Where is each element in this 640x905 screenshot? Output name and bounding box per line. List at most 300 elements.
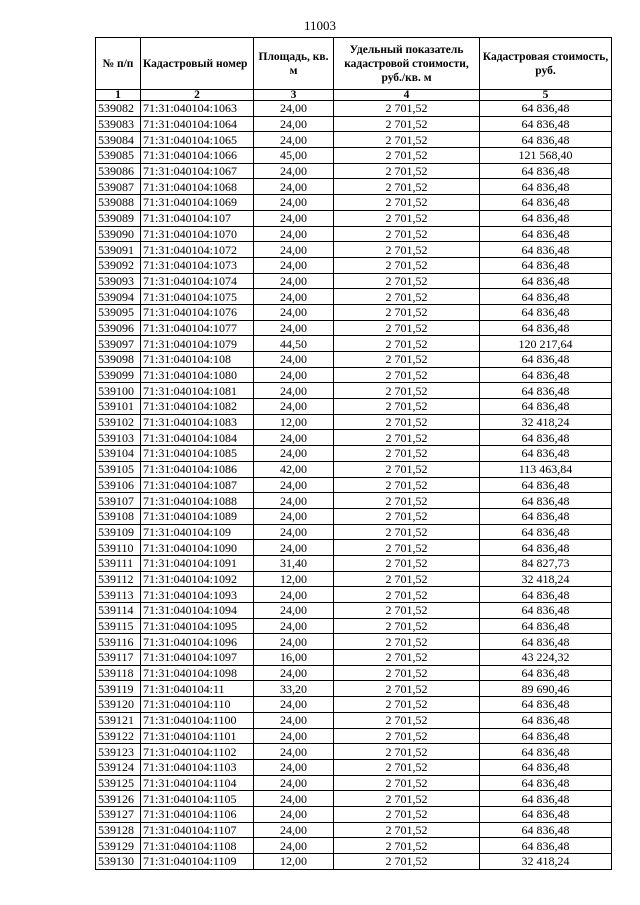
cadastral-number-cell: 71:31:040104:1066 xyxy=(141,148,254,164)
row-number-cell: 539106 xyxy=(96,477,141,493)
unit-rate-cell: 2 701,52 xyxy=(334,399,480,415)
row-number-cell: 539092 xyxy=(96,257,141,273)
cadastral-cost-cell: 32 418,24 xyxy=(480,414,612,430)
table-row xyxy=(96,132,612,148)
cadastral-number-cell: 71:31:040104:1070 xyxy=(141,226,254,242)
cadastral-cost-cell: 43 224,32 xyxy=(480,650,612,666)
table-row xyxy=(96,430,612,446)
row-number-cell: 539114 xyxy=(96,603,141,619)
unit-rate-cell: 2 701,52 xyxy=(334,854,480,870)
table-row xyxy=(96,540,612,556)
cadastral-number-cell: 71:31:040104:1107 xyxy=(141,822,254,838)
cadastral-number-cell: 71:31:040104:1072 xyxy=(141,242,254,258)
cadastral-cost-cell: 89 690,46 xyxy=(480,681,612,697)
unit-rate-cell: 2 701,52 xyxy=(334,163,480,179)
cadastral-cost-cell: 64 836,48 xyxy=(480,163,612,179)
table-row xyxy=(96,210,612,226)
row-number-cell: 539126 xyxy=(96,791,141,807)
table-row xyxy=(96,226,612,242)
column-number: 5 xyxy=(480,90,612,101)
row-number-cell: 539109 xyxy=(96,524,141,540)
row-number-cell: 539107 xyxy=(96,493,141,509)
table-row xyxy=(96,242,612,258)
row-number-cell: 539089 xyxy=(96,210,141,226)
table-row xyxy=(96,822,612,838)
cadastral-number-cell: 71:31:040104:1095 xyxy=(141,618,254,634)
unit-rate-cell: 2 701,52 xyxy=(334,242,480,258)
unit-rate-cell: 2 701,52 xyxy=(334,352,480,368)
row-number-cell: 539093 xyxy=(96,273,141,289)
row-number-cell: 539083 xyxy=(96,116,141,132)
unit-rate-cell: 2 701,52 xyxy=(334,712,480,728)
row-number-cell: 539113 xyxy=(96,587,141,603)
unit-rate-cell: 2 701,52 xyxy=(334,508,480,524)
area-cell: 24,00 xyxy=(254,289,334,305)
unit-rate-cell: 2 701,52 xyxy=(334,430,480,446)
cadastral-number-cell: 71:31:040104:1103 xyxy=(141,759,254,775)
table-row xyxy=(96,461,612,477)
cadastral-number-cell: 71:31:040104:11 xyxy=(141,681,254,697)
area-cell: 12,00 xyxy=(254,854,334,870)
cadastral-number-cell: 71:31:040104:110 xyxy=(141,697,254,713)
table-header xyxy=(96,38,612,101)
unit-rate-cell: 2 701,52 xyxy=(334,446,480,462)
unit-rate-cell: 2 701,52 xyxy=(334,304,480,320)
row-number-cell: 539087 xyxy=(96,179,141,195)
cadastral-number-cell: 71:31:040104:109 xyxy=(141,524,254,540)
area-cell: 24,00 xyxy=(254,540,334,556)
table-row xyxy=(96,179,612,195)
area-cell: 24,00 xyxy=(254,242,334,258)
table-row xyxy=(96,587,612,603)
header-row-number: № п/п xyxy=(96,38,141,90)
cadastral-number-cell: 71:31:040104:1087 xyxy=(141,477,254,493)
table-row xyxy=(96,524,612,540)
cadastral-cost-cell: 121 568,40 xyxy=(480,148,612,164)
cadastral-number-cell: 71:31:040104:1074 xyxy=(141,273,254,289)
cadastral-cost-cell: 32 418,24 xyxy=(480,854,612,870)
cadastral-number-cell: 71:31:040104:1092 xyxy=(141,571,254,587)
cadastral-number-cell: 71:31:040104:107 xyxy=(141,210,254,226)
cadastral-cost-cell: 64 836,48 xyxy=(480,242,612,258)
table-row xyxy=(96,446,612,462)
table-row xyxy=(96,603,612,619)
row-number-cell: 539090 xyxy=(96,226,141,242)
area-cell: 24,00 xyxy=(254,838,334,854)
unit-rate-cell: 2 701,52 xyxy=(334,681,480,697)
row-number-cell: 539123 xyxy=(96,744,141,760)
area-cell: 24,00 xyxy=(254,352,334,368)
unit-rate-cell: 2 701,52 xyxy=(334,493,480,509)
cadastral-number-cell: 71:31:040104:1104 xyxy=(141,775,254,791)
table-row xyxy=(96,352,612,368)
table-row xyxy=(96,273,612,289)
row-number-cell: 539086 xyxy=(96,163,141,179)
cadastral-number-cell: 71:31:040104:1088 xyxy=(141,493,254,509)
row-number-cell: 539101 xyxy=(96,399,141,415)
row-number-cell: 539097 xyxy=(96,336,141,352)
area-cell: 24,00 xyxy=(254,179,334,195)
unit-rate-cell: 2 701,52 xyxy=(334,650,480,666)
unit-rate-cell: 2 701,52 xyxy=(334,116,480,132)
cadastral-cost-cell: 120 217,64 xyxy=(480,336,612,352)
table-row xyxy=(96,383,612,399)
area-cell: 24,00 xyxy=(254,728,334,744)
cadastral-number-cell: 71:31:040104:1068 xyxy=(141,179,254,195)
cadastral-cost-cell: 64 836,48 xyxy=(480,775,612,791)
table-row xyxy=(96,336,612,352)
unit-rate-cell: 2 701,52 xyxy=(334,618,480,634)
cadastral-cost-cell: 64 836,48 xyxy=(480,273,612,289)
unit-rate-cell: 2 701,52 xyxy=(334,634,480,650)
cadastral-number-cell: 71:31:040104:1091 xyxy=(141,555,254,571)
cadastral-cost-cell: 64 836,48 xyxy=(480,759,612,775)
area-cell: 24,00 xyxy=(254,132,334,148)
cadastral-number-cell: 71:31:040104:1073 xyxy=(141,257,254,273)
row-number-cell: 539119 xyxy=(96,681,141,697)
area-cell: 24,00 xyxy=(254,101,334,117)
cadastral-cost-cell: 64 836,48 xyxy=(480,508,612,524)
table-row xyxy=(96,806,612,822)
cadastral-number-cell: 71:31:040104:1064 xyxy=(141,116,254,132)
area-cell: 44,50 xyxy=(254,336,334,352)
row-number-cell: 539128 xyxy=(96,822,141,838)
area-cell: 24,00 xyxy=(254,744,334,760)
unit-rate-cell: 2 701,52 xyxy=(334,383,480,399)
header-cadastral-number: Кадастровый номер xyxy=(141,38,254,90)
cadastral-cost-cell: 64 836,48 xyxy=(480,791,612,807)
unit-rate-cell: 2 701,52 xyxy=(334,775,480,791)
column-number: 3 xyxy=(254,90,334,101)
cadastral-cost-cell: 64 836,48 xyxy=(480,838,612,854)
area-cell: 24,00 xyxy=(254,697,334,713)
cadastral-number-cell: 71:31:040104:1089 xyxy=(141,508,254,524)
table-row xyxy=(96,289,612,305)
header-area: Площадь, кв. м xyxy=(254,38,334,90)
table-row xyxy=(96,665,612,681)
row-number-cell: 539116 xyxy=(96,634,141,650)
area-cell: 24,00 xyxy=(254,257,334,273)
cadastral-cost-cell: 64 836,48 xyxy=(480,430,612,446)
table-row xyxy=(96,101,612,117)
area-cell: 24,00 xyxy=(254,367,334,383)
unit-rate-cell: 2 701,52 xyxy=(334,289,480,305)
table-row xyxy=(96,618,612,634)
table-row xyxy=(96,759,612,775)
cadastral-number-cell: 71:31:040104:1090 xyxy=(141,540,254,556)
cadastral-cost-cell: 64 836,48 xyxy=(480,257,612,273)
cadastral-number-cell: 71:31:040104:1076 xyxy=(141,304,254,320)
table-body xyxy=(96,101,612,870)
cadastral-cost-cell: 64 836,48 xyxy=(480,665,612,681)
row-number-cell: 539129 xyxy=(96,838,141,854)
area-cell: 33,20 xyxy=(254,681,334,697)
cadastral-number-cell: 71:31:040104:1101 xyxy=(141,728,254,744)
area-cell: 24,00 xyxy=(254,603,334,619)
cadastral-cost-cell: 64 836,48 xyxy=(480,618,612,634)
cadastral-number-cell: 71:31:040104:1109 xyxy=(141,854,254,870)
table-row xyxy=(96,399,612,415)
row-number-cell: 539105 xyxy=(96,461,141,477)
table-row xyxy=(96,116,612,132)
cadastral-cost-cell: 64 836,48 xyxy=(480,320,612,336)
row-number-cell: 539099 xyxy=(96,367,141,383)
row-number-cell: 539103 xyxy=(96,430,141,446)
table-row xyxy=(96,493,612,509)
unit-rate-cell: 2 701,52 xyxy=(334,524,480,540)
cadastral-cost-cell: 64 836,48 xyxy=(480,587,612,603)
unit-rate-cell: 2 701,52 xyxy=(334,477,480,493)
row-number-cell: 539111 xyxy=(96,555,141,571)
table-row xyxy=(96,367,612,383)
unit-rate-cell: 2 701,52 xyxy=(334,571,480,587)
row-number-cell: 539102 xyxy=(96,414,141,430)
row-number-cell: 539091 xyxy=(96,242,141,258)
cadastral-number-cell: 71:31:040104:1063 xyxy=(141,101,254,117)
cadastral-number-cell: 71:31:040104:1100 xyxy=(141,712,254,728)
cadastral-cost-cell: 64 836,48 xyxy=(480,195,612,211)
row-number-cell: 539115 xyxy=(96,618,141,634)
unit-rate-cell: 2 701,52 xyxy=(334,257,480,273)
cadastral-cost-cell: 64 836,48 xyxy=(480,806,612,822)
cadastral-cost-cell: 64 836,48 xyxy=(480,493,612,509)
row-number-cell: 539121 xyxy=(96,712,141,728)
cadastral-number-cell: 71:31:040104:1082 xyxy=(141,399,254,415)
unit-rate-cell: 2 701,52 xyxy=(334,226,480,242)
area-cell: 24,00 xyxy=(254,304,334,320)
unit-rate-cell: 2 701,52 xyxy=(334,838,480,854)
row-number-cell: 539085 xyxy=(96,148,141,164)
row-number-cell: 539117 xyxy=(96,650,141,666)
table-row xyxy=(96,791,612,807)
cadastral-number-cell: 71:31:040104:1083 xyxy=(141,414,254,430)
area-cell: 24,00 xyxy=(254,806,334,822)
table-row xyxy=(96,555,612,571)
row-number-cell: 539084 xyxy=(96,132,141,148)
cadastral-cost-cell: 64 836,48 xyxy=(480,210,612,226)
cadastral-number-cell: 71:31:040104:1105 xyxy=(141,791,254,807)
cadastral-cost-cell: 64 836,48 xyxy=(480,132,612,148)
cadastral-number-cell: 71:31:040104:1094 xyxy=(141,603,254,619)
cadastral-cost-cell: 64 836,48 xyxy=(480,226,612,242)
area-cell: 42,00 xyxy=(254,461,334,477)
cadastral-cost-cell: 64 836,48 xyxy=(480,446,612,462)
header-row xyxy=(96,38,612,90)
row-number-cell: 539094 xyxy=(96,289,141,305)
cadastral-cost-cell: 84 827,73 xyxy=(480,555,612,571)
page-number: 11003 xyxy=(303,18,337,33)
area-cell: 24,00 xyxy=(254,587,334,603)
row-number-cell: 539124 xyxy=(96,759,141,775)
area-cell: 24,00 xyxy=(254,775,334,791)
table-row xyxy=(96,320,612,336)
column-number-row xyxy=(96,90,612,101)
row-number-cell: 539082 xyxy=(96,101,141,117)
row-number-cell: 539088 xyxy=(96,195,141,211)
row-number-cell: 539118 xyxy=(96,665,141,681)
area-cell: 24,00 xyxy=(254,163,334,179)
cadastral-cost-cell: 64 836,48 xyxy=(480,603,612,619)
cadastral-number-cell: 71:31:040104:1080 xyxy=(141,367,254,383)
cadastral-number-cell: 71:31:040104:1065 xyxy=(141,132,254,148)
cadastral-number-cell: 71:31:040104:1093 xyxy=(141,587,254,603)
header-cadastral-cost: Кадастровая стоимость, руб. xyxy=(480,38,612,90)
cadastral-cost-cell: 64 836,48 xyxy=(480,352,612,368)
cadastral-number-cell: 71:31:040104:1079 xyxy=(141,336,254,352)
area-cell: 24,00 xyxy=(254,477,334,493)
area-cell: 24,00 xyxy=(254,320,334,336)
table-row xyxy=(96,195,612,211)
cadastral-cost-cell: 64 836,48 xyxy=(480,697,612,713)
area-cell: 24,00 xyxy=(254,759,334,775)
cadastral-number-cell: 71:31:040104:1097 xyxy=(141,650,254,666)
unit-rate-cell: 2 701,52 xyxy=(334,540,480,556)
row-number-cell: 539095 xyxy=(96,304,141,320)
table-row xyxy=(96,681,612,697)
unit-rate-cell: 2 701,52 xyxy=(334,603,480,619)
area-cell: 24,00 xyxy=(254,524,334,540)
cadastral-cost-cell: 64 836,48 xyxy=(480,822,612,838)
unit-rate-cell: 2 701,52 xyxy=(334,759,480,775)
cadastral-cost-cell: 64 836,48 xyxy=(480,399,612,415)
table-row xyxy=(96,571,612,587)
cadastral-cost-cell: 64 836,48 xyxy=(480,540,612,556)
area-cell: 24,00 xyxy=(254,226,334,242)
cadastral-number-cell: 71:31:040104:1106 xyxy=(141,806,254,822)
unit-rate-cell: 2 701,52 xyxy=(334,587,480,603)
cadastral-number-cell: 71:31:040104:1067 xyxy=(141,163,254,179)
unit-rate-cell: 2 701,52 xyxy=(334,367,480,383)
unit-rate-cell: 2 701,52 xyxy=(334,336,480,352)
cadastral-number-cell: 71:31:040104:1084 xyxy=(141,430,254,446)
cadastral-number-cell: 71:31:040104:1108 xyxy=(141,838,254,854)
area-cell: 24,00 xyxy=(254,665,334,681)
unit-rate-cell: 2 701,52 xyxy=(334,555,480,571)
area-cell: 24,00 xyxy=(254,430,334,446)
area-cell: 24,00 xyxy=(254,508,334,524)
table-row xyxy=(96,728,612,744)
area-cell: 24,00 xyxy=(254,791,334,807)
row-number-cell: 539098 xyxy=(96,352,141,368)
cadastral-cost-cell: 64 836,48 xyxy=(480,383,612,399)
row-number-cell: 539104 xyxy=(96,446,141,462)
cadastral-cost-cell: 64 836,48 xyxy=(480,712,612,728)
area-cell: 24,00 xyxy=(254,383,334,399)
cadastral-cost-cell: 64 836,48 xyxy=(480,524,612,540)
cadastral-cost-cell: 64 836,48 xyxy=(480,101,612,117)
area-cell: 24,00 xyxy=(254,195,334,211)
table-row xyxy=(96,744,612,760)
unit-rate-cell: 2 701,52 xyxy=(334,179,480,195)
row-number-cell: 539120 xyxy=(96,697,141,713)
unit-rate-cell: 2 701,52 xyxy=(334,320,480,336)
column-number: 2 xyxy=(141,90,254,101)
area-cell: 24,00 xyxy=(254,618,334,634)
row-number-cell: 539127 xyxy=(96,806,141,822)
unit-rate-cell: 2 701,52 xyxy=(334,273,480,289)
cadastral-number-cell: 71:31:040104:108 xyxy=(141,352,254,368)
table-row xyxy=(96,304,612,320)
table-row xyxy=(96,838,612,854)
table-row xyxy=(96,148,612,164)
row-number-cell: 539122 xyxy=(96,728,141,744)
cadastral-cost-cell: 64 836,48 xyxy=(480,289,612,305)
area-cell: 24,00 xyxy=(254,822,334,838)
unit-rate-cell: 2 701,52 xyxy=(334,806,480,822)
cadastral-cost-cell: 113 463,84 xyxy=(480,461,612,477)
area-cell: 24,00 xyxy=(254,493,334,509)
table-row xyxy=(96,477,612,493)
cadastral-cost-cell: 32 418,24 xyxy=(480,571,612,587)
unit-rate-cell: 2 701,52 xyxy=(334,697,480,713)
table-row xyxy=(96,634,612,650)
row-number-cell: 539112 xyxy=(96,571,141,587)
cadastral-cost-cell: 64 836,48 xyxy=(480,304,612,320)
unit-rate-cell: 2 701,52 xyxy=(334,744,480,760)
unit-rate-cell: 2 701,52 xyxy=(334,665,480,681)
cadastral-cost-cell: 64 836,48 xyxy=(480,179,612,195)
header-unit-rate: Удельный показатель кадастровой стоимости, руб./кв. м xyxy=(334,38,480,90)
row-number-cell: 539096 xyxy=(96,320,141,336)
area-cell: 24,00 xyxy=(254,712,334,728)
unit-rate-cell: 2 701,52 xyxy=(334,101,480,117)
cadastral-number-cell: 71:31:040104:1086 xyxy=(141,461,254,477)
area-cell: 12,00 xyxy=(254,414,334,430)
table-row xyxy=(96,163,612,179)
unit-rate-cell: 2 701,52 xyxy=(334,210,480,226)
cadastral-cost-cell: 64 836,48 xyxy=(480,728,612,744)
table-row xyxy=(96,854,612,870)
area-cell: 24,00 xyxy=(254,116,334,132)
cadastral-number-cell: 71:31:040104:1096 xyxy=(141,634,254,650)
cadastral-value-table xyxy=(95,37,612,870)
cadastral-number-cell: 71:31:040104:1075 xyxy=(141,289,254,305)
cadastral-number-cell: 71:31:040104:1098 xyxy=(141,665,254,681)
cadastral-cost-cell: 64 836,48 xyxy=(480,367,612,383)
area-cell: 24,00 xyxy=(254,399,334,415)
cadastral-cost-cell: 64 836,48 xyxy=(480,744,612,760)
unit-rate-cell: 2 701,52 xyxy=(334,822,480,838)
row-number-cell: 539108 xyxy=(96,508,141,524)
row-number-cell: 539100 xyxy=(96,383,141,399)
row-number-cell: 539125 xyxy=(96,775,141,791)
unit-rate-cell: 2 701,52 xyxy=(334,728,480,744)
column-number: 4 xyxy=(334,90,480,101)
table-row xyxy=(96,650,612,666)
unit-rate-cell: 2 701,52 xyxy=(334,195,480,211)
table-row xyxy=(96,257,612,273)
area-cell: 24,00 xyxy=(254,273,334,289)
cadastral-number-cell: 71:31:040104:1102 xyxy=(141,744,254,760)
unit-rate-cell: 2 701,52 xyxy=(334,461,480,477)
unit-rate-cell: 2 701,52 xyxy=(334,791,480,807)
area-cell: 31,40 xyxy=(254,555,334,571)
unit-rate-cell: 2 701,52 xyxy=(334,414,480,430)
cadastral-number-cell: 71:31:040104:1069 xyxy=(141,195,254,211)
row-number-cell: 539110 xyxy=(96,540,141,556)
area-cell: 16,00 xyxy=(254,650,334,666)
area-cell: 12,00 xyxy=(254,571,334,587)
cadastral-number-cell: 71:31:040104:1081 xyxy=(141,383,254,399)
cadastral-cost-cell: 64 836,48 xyxy=(480,116,612,132)
area-cell: 24,00 xyxy=(254,446,334,462)
table-row xyxy=(96,508,612,524)
area-cell: 24,00 xyxy=(254,634,334,650)
cadastral-cost-cell: 64 836,48 xyxy=(480,477,612,493)
unit-rate-cell: 2 701,52 xyxy=(334,148,480,164)
column-number: 1 xyxy=(96,90,141,101)
cadastral-number-cell: 71:31:040104:1077 xyxy=(141,320,254,336)
